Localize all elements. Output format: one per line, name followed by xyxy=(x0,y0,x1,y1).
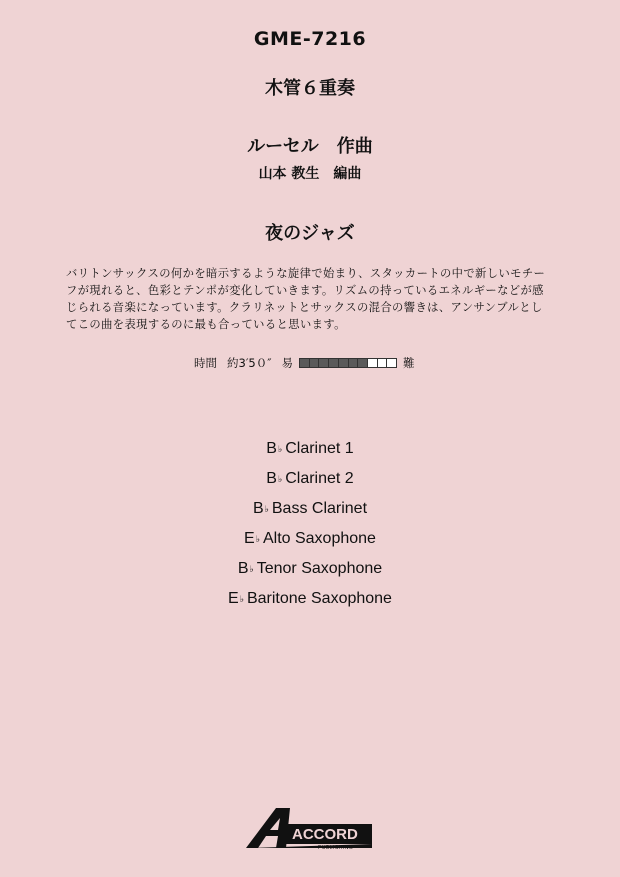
description-line: てこの曲を表現するのに最も合っていると思います。 xyxy=(66,318,346,331)
instrument-name: Tenor Saxophone xyxy=(256,560,383,577)
instrument-name: Clarinet 1 xyxy=(285,440,354,457)
instrument-item xyxy=(0,590,620,608)
description-line: じられる音楽になっています。クラリネットとサックスの混合の響きは、アンサンブルとし xyxy=(66,301,543,314)
description-line: フが現れると、色彩とテンポが変化していきます。リズムの持っているエネルギーなどが感 xyxy=(66,284,544,297)
hard-label: 難 xyxy=(403,356,415,370)
duration: 約3′5０″ xyxy=(227,356,272,370)
instrument-key: B xyxy=(266,470,277,487)
flat-icon: ♭ xyxy=(249,564,254,574)
difficulty-bar xyxy=(299,358,397,368)
logo-subtext: PUBLISHING xyxy=(318,845,354,850)
instrument-item xyxy=(0,560,620,578)
instrument-key: E xyxy=(228,590,239,607)
flat-icon: ♭ xyxy=(277,444,283,454)
instrument-key: E xyxy=(244,530,255,547)
piece-title: 夜のジャズ xyxy=(265,223,355,244)
flat-icon: ♭ xyxy=(255,534,260,544)
catalog-code: GME-7216 xyxy=(253,28,367,50)
flat-icon: ♭ xyxy=(239,594,244,604)
difficulty-segment xyxy=(349,359,359,367)
difficulty-segment xyxy=(319,359,329,367)
arranger-credit: 山本 教生 編曲 xyxy=(258,166,362,182)
difficulty-segment xyxy=(310,359,320,367)
instrument-name: Clarinet 2 xyxy=(285,470,354,487)
publisher-logo xyxy=(246,806,376,850)
difficulty-segment xyxy=(300,359,310,367)
time-label: 時間 xyxy=(194,356,217,370)
flat-icon: ♭ xyxy=(277,474,283,484)
ensemble-type: 木管６重奏 xyxy=(265,78,355,99)
difficulty-segment xyxy=(378,359,388,367)
instrument-key: B xyxy=(266,440,277,457)
difficulty-segment xyxy=(339,359,349,367)
flat-icon: ♭ xyxy=(264,504,269,514)
instrument-item xyxy=(0,500,620,518)
instrument-key: B xyxy=(252,500,264,517)
difficulty-segment xyxy=(387,359,396,367)
performance-info xyxy=(194,355,415,371)
instrument-name: Baritone Saxophone xyxy=(246,590,392,607)
instrument-name: Alto Saxophone xyxy=(262,530,376,547)
instrument-key: B xyxy=(237,560,249,577)
instrument-item xyxy=(0,470,620,488)
accord-logo-icon xyxy=(246,806,376,850)
description xyxy=(66,265,560,333)
difficulty-segment xyxy=(358,359,368,367)
instrument-item xyxy=(0,530,620,548)
description-line: バリトンサックスの何かを暗示するような旋律で始まり、スタッカートの中で新しいモチー xyxy=(66,267,546,280)
logo-text: ACCORD xyxy=(292,826,358,843)
instrument-name: Bass Clarinet xyxy=(271,500,368,517)
difficulty-segment xyxy=(329,359,339,367)
composer-credit: ルーセル 作曲 xyxy=(247,136,373,157)
instrument-item xyxy=(0,440,620,458)
easy-label: 易 xyxy=(281,356,294,370)
difficulty-segment xyxy=(368,359,378,367)
